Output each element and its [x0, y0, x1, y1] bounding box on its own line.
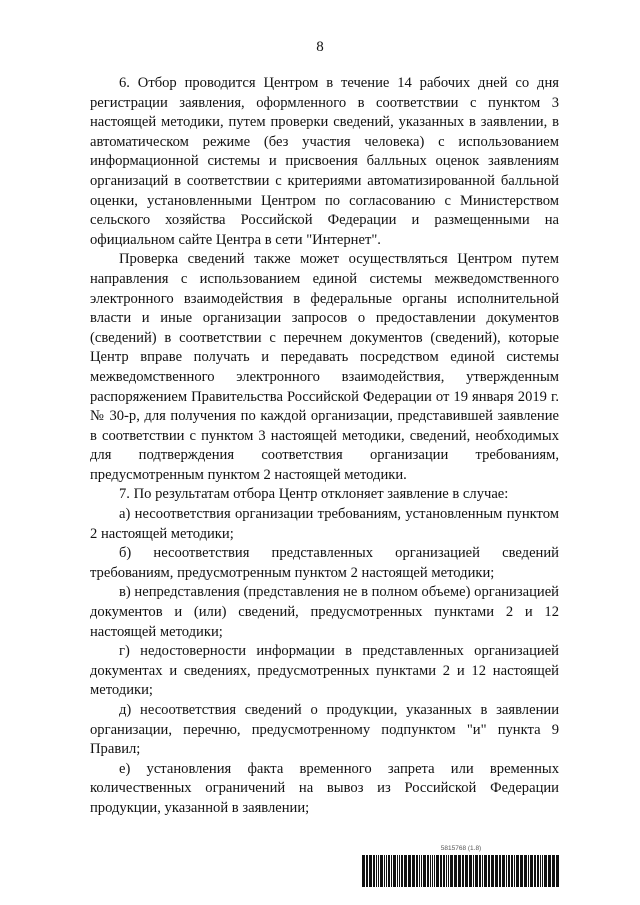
barcode-bar [436, 855, 439, 887]
barcode-bar [366, 855, 368, 887]
barcode-bar [469, 855, 472, 887]
barcode-caption: 5815768 (1.8) [440, 845, 482, 852]
barcode-bar [506, 855, 507, 887]
barcode-bar [528, 855, 529, 887]
barcode-bar [399, 855, 400, 887]
barcode-bar [475, 855, 478, 887]
barcode-bar [548, 855, 551, 887]
barcode-bar [421, 855, 422, 887]
list-item-a: а) несоответствия организации требованиям, установленным пунктом 2 настоящей методики; [90, 506, 559, 542]
barcode-bar [423, 855, 426, 887]
barcode-bar [401, 855, 403, 887]
barcode-bar [448, 855, 449, 887]
barcode-bar [540, 855, 541, 887]
barcode-bar [537, 855, 539, 887]
barcode-bar [524, 855, 527, 887]
barcode-bar [446, 855, 447, 887]
barcode-bar [412, 855, 415, 887]
barcode-bar [458, 855, 461, 887]
barcode-block [362, 845, 560, 889]
barcode-bar [462, 855, 464, 887]
barcode-bar [491, 855, 494, 887]
document-body [90, 74, 559, 819]
list-item-e: е) установления факта временного запрета или временных количественных ограничений на вывоз из Российской Федерации продукции, указанной в заявлении; [90, 760, 559, 816]
barcode-bar [404, 855, 407, 887]
barcode-bar [511, 855, 513, 887]
barcode-bar [373, 855, 375, 887]
barcode-bar [416, 855, 418, 887]
barcode-bar [391, 855, 392, 887]
barcode-bar [454, 855, 457, 887]
barcode-bar [378, 855, 379, 887]
paragraph-verification: Проверка сведений также может осуществляться Центром путем направления с использованием единой системы межведомственного электронного взаимодействия в федеральные органы исполнительной власти и иные организации запросов о предоставлении документов (сведений) в соответствии с перечнем документов (сведений), которые Центр вправе получать и передавать посредством единой системы межведомственного электронного взаимодействия, утвержденным распоряжением Правительства Российской Федерации от 19 января 2019 г. № 30-р, для получения по каждой организации, представившей заявление в соответствии с пунктом 3 настоящей методики, сведений, необходимых для подтверждения соответствия организации требованиям, предусмотренным пунктом 2 настоящей методики. [90, 251, 559, 483]
list-item-d: д) несоответствия сведений о продукции, указанных в заявлении организации, перечню, предусмотренному подпунктом "и" пункта 9 Правил; [90, 702, 559, 758]
barcode-bar [443, 855, 445, 887]
barcode-bar [388, 855, 390, 887]
list-item-v: в) непредставления (представления не в полном объеме) организацией документов и (или) сведений, предусмотренных пунктами 2 и 12 настоящей методики; [90, 584, 559, 640]
barcode-bar [502, 855, 505, 887]
barcode-bar [534, 855, 536, 887]
barcode-bar [542, 855, 543, 887]
barcode-bar [432, 855, 433, 887]
barcode-bar [434, 855, 435, 887]
barcode-bar [516, 855, 519, 887]
barcode-bar [508, 855, 510, 887]
barcode-bar [484, 855, 487, 887]
barcode-bar [499, 855, 501, 887]
barcode-bar [482, 855, 483, 887]
barcode-bar [369, 855, 372, 887]
barcode-bar [430, 855, 431, 887]
barcode-bar [495, 855, 498, 887]
list-item-b: б) несоответствия представленных организацией сведений требованиям, предусмотренным пунктом 2 настоящей методики; [90, 545, 559, 581]
barcode-bar [530, 855, 533, 887]
barcode-bar [473, 855, 474, 887]
barcode-bar [440, 855, 442, 887]
barcode-bar [384, 855, 385, 887]
barcode-bar [362, 855, 365, 887]
barcode-bar [488, 855, 490, 887]
barcode-bar [465, 855, 468, 887]
barcode-icon [362, 855, 560, 887]
page-number: 8 [316, 39, 324, 55]
paragraph-7: 7. По результатам отбора Центр отклоняет заявление в случае: [119, 486, 509, 503]
barcode-bar [479, 855, 481, 887]
barcode-bar [386, 855, 387, 887]
barcode-bar [397, 855, 398, 887]
barcode-bar [419, 855, 420, 887]
barcode-bar [380, 855, 383, 887]
barcode-bar [514, 855, 515, 887]
barcode-bar [520, 855, 523, 887]
barcode-bar [427, 855, 429, 887]
barcode-bar [552, 855, 555, 887]
barcode-bar [408, 855, 411, 887]
list-item-g: г) недостоверности информации в представленных организацией документах и сведениях, предусмотренных пунктами 2 и 12 настоящей методики; [90, 643, 559, 699]
paragraph-6: 6. Отбор проводится Центром в течение 14 рабочих дней со дня регистрации заявления, оформленного в соответствии с пунктом 3 настоящей методики, путем проверки сведений, указанных в заявлении, в автоматическом режиме (без участия человека) с использованием информационной системы и присвоения балльных оценок заявлениям организаций в соответствии с критериями автоматизированной балльной оценки, установленными Центром по согласованию с Министерством сельского хозяйства Российской Федерации и размещенными на официальном сайте Центра в сети "Интернет". [90, 75, 559, 248]
barcode-bar [450, 855, 453, 887]
barcode-bar [376, 855, 377, 887]
barcode-bar [544, 855, 547, 887]
barcode-bar [393, 855, 396, 887]
barcode-bar [556, 855, 559, 887]
